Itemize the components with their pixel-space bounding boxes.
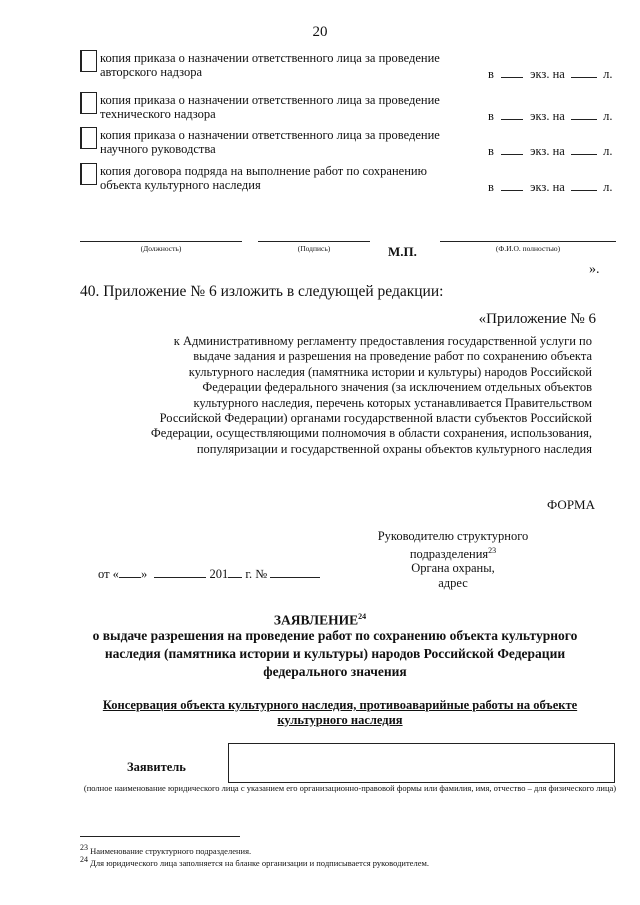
document-list-item [80,50,620,84]
checkbox[interactable] [80,163,97,185]
footnote-ref: 24 [358,612,367,621]
document-list-item [80,163,620,197]
closing-quote: ». [589,262,600,277]
day-blank[interactable] [119,566,141,578]
copies-field: в экз. на л. [488,67,613,81]
copies-count-blank[interactable] [501,66,523,78]
stamp-label: М.П. [388,244,417,259]
footnote-23: $^{23}$ Наименование структурного подразделения. [80,843,252,856]
sheets-count-blank[interactable] [571,179,597,191]
document-item-text: копия приказа о назначении ответственного лица за проведение технического надзора [100,93,440,121]
full-name-label: (Ф.И.О. полностью) [440,241,616,253]
footnote-ref: 23 [488,545,497,555]
footnote-divider [80,836,240,837]
checkbox[interactable] [80,50,97,72]
addressee-line: Органа охраны, [411,561,495,576]
copies-count-blank[interactable] [501,108,523,120]
month-blank[interactable] [154,566,206,578]
work-type: Консервация объекта культурного наследия, противоаварийные работы на объекте культурного наследия [102,698,578,727]
date-number-row: от « » 201 г. № [98,566,320,582]
checkbox[interactable] [80,92,97,114]
document-item-text: копия договора подряда на выполнение работ по сохранению объекта культурного наследия [100,164,427,192]
addressee-block [368,529,538,591]
appendix-title: «Приложение № 6 [478,311,596,327]
document-item-text: копия приказа о назначении ответственного лица за проведение научного руководства [100,128,440,156]
applicant-hint: (полное наименование юридического лица с указанием его организационно-правовой формы или фамилия, имя, отчество – для физического лица) [83,783,617,793]
point-40-heading: 40. Приложение № 6 изложить в следующей редакции: [80,283,444,300]
copies-field: в экз. на л. [488,109,613,123]
addressee-line: подразделения$^{23}$ [409,545,497,561]
addressee-line: Руководителю структурного [377,529,529,543]
page-number: 20 [312,24,328,40]
document-item-text: копия приказа о назначении ответственного лица за проведение авторского надзора [100,51,440,79]
signature-label: (Подпись) [258,241,370,253]
addressee-line: адрес [438,575,468,590]
sheets-count-blank[interactable] [571,143,597,155]
document-list-item [80,127,620,161]
applicant-field[interactable] [228,743,615,783]
number-blank[interactable] [270,566,320,578]
applicant-label: Заявитель [127,760,186,774]
copies-count-blank[interactable] [501,179,523,191]
copies-count-blank[interactable] [501,143,523,155]
copies-field: в экз. на л. [488,180,613,194]
document-subtitle: о выдаче разрешения на проведение работ по сохранению объекта культурного наследия (памятника истории и культуры) народов Российской Федерации федерального значения [92,628,578,679]
position-label: (Должность) [80,241,242,253]
footnote-24: $^{24}$ Для юридического лица заполняется на бланке организации и подписывается руководителем. [80,855,429,868]
document-list-item [80,92,620,126]
sheets-count-blank[interactable] [571,108,597,120]
copies-field: в экз. на л. [488,144,613,158]
document-title: ЗАЯВЛЕНИЕ$^{24}$ [273,612,367,628]
year-blank[interactable] [228,566,242,578]
reglament-reference: к Административному регламенту предоставления государственной услуги по выдаче задания и разрешения на проведение работ по сохранению объекта культурного наследия (памятника истории и культуры) народов Российской Федерации федерального значения (за исключением отдельных объектов культурного наследия, перечень которых устанавливается Правительством Российской Федерации) органами государственной власти субъектов Российской Федерации, осуществляющими полномочия в области сохранения, использования, популяризации и государственной охраны объектов культурного наследия [150,334,592,456]
form-label: ФОРМА [547,497,595,512]
checkbox[interactable] [80,127,97,149]
sheets-count-blank[interactable] [571,66,597,78]
